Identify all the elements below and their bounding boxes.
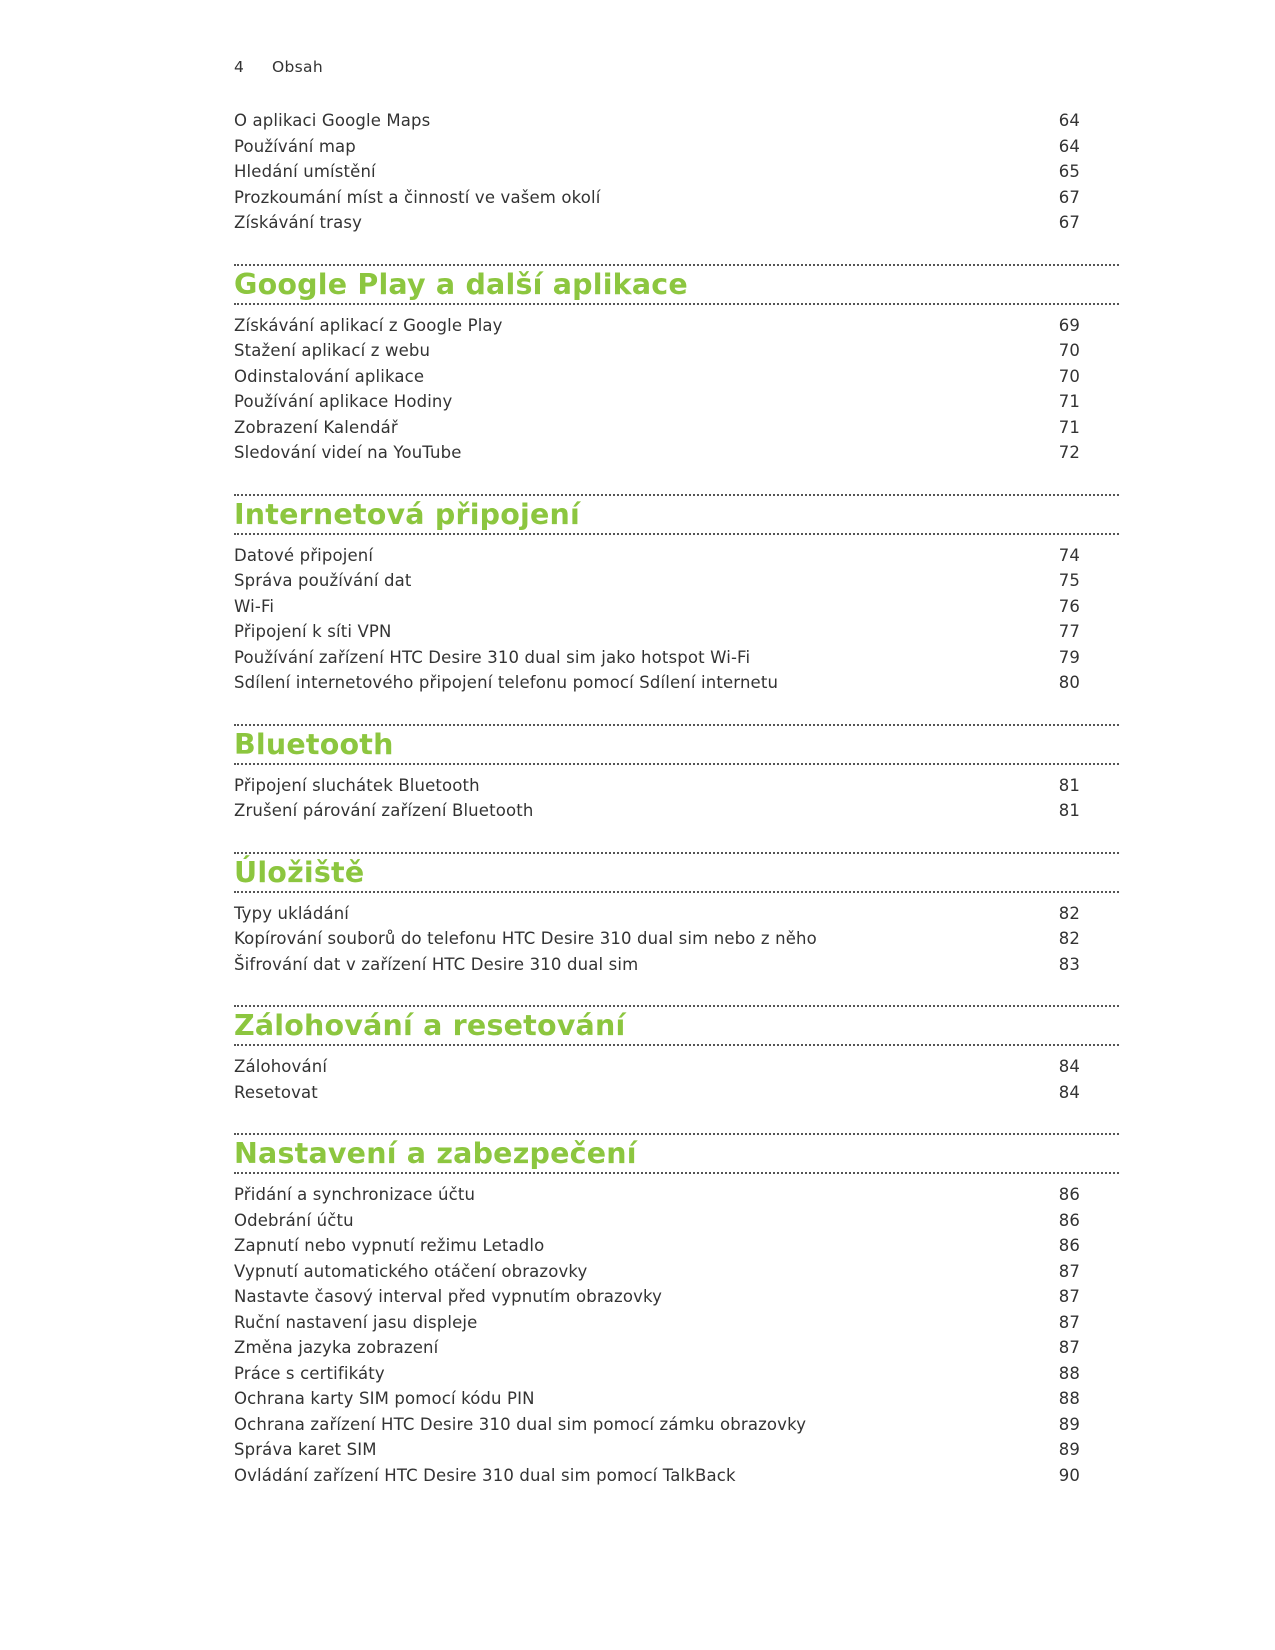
toc-entry-title: Zálohování bbox=[234, 1057, 328, 1076]
toc-entry-page: 90 bbox=[1058, 1465, 1080, 1485]
toc-entry-page: 84 bbox=[1058, 1082, 1080, 1102]
toc-entry-page: 72 bbox=[1058, 443, 1080, 462]
toc-entry-title: Wi-Fi bbox=[234, 596, 275, 616]
chapter-bluetooth bbox=[234, 724, 1119, 824]
chapter-title[interactable]: Úložiště bbox=[234, 855, 365, 889]
toc-entry-title: Odinstalování aplikace bbox=[234, 366, 425, 386]
chapter-divider bbox=[234, 1044, 1119, 1046]
chapter-divider bbox=[234, 724, 1119, 726]
toc-entry-page: 64 bbox=[1058, 111, 1080, 130]
toc-entry-title: Získávání aplikací z Google Play bbox=[234, 315, 503, 335]
toc-entry-page: 89 bbox=[1058, 1440, 1080, 1459]
toc-entry[interactable] bbox=[234, 415, 1119, 441]
toc-entry-title: Ochrana karty SIM pomocí kódu PIN bbox=[234, 1389, 535, 1408]
toc-entry-page: 89 bbox=[1058, 1414, 1080, 1434]
toc-entry[interactable] bbox=[234, 185, 1119, 211]
toc-entry[interactable] bbox=[234, 568, 1119, 594]
toc-entry-page: 87 bbox=[1058, 1287, 1080, 1306]
toc-entry-title: Připojení k síti VPN bbox=[234, 622, 392, 641]
toc-entry-page: 70 bbox=[1058, 341, 1080, 360]
toc-entry-page: 71 bbox=[1058, 392, 1080, 411]
chapter-divider bbox=[234, 494, 1119, 496]
toc-entry[interactable] bbox=[234, 1412, 1119, 1438]
toc-entry-title: Ovládání zařízení HTC Desire 310 dual sim pomocí TalkBack bbox=[234, 1465, 736, 1485]
toc-entry-title: Sledování videí na YouTube bbox=[234, 443, 462, 462]
toc-entry-title: Stažení aplikací z webu bbox=[234, 341, 431, 360]
toc-entry[interactable] bbox=[234, 1208, 1119, 1234]
toc-entry[interactable] bbox=[234, 1054, 1119, 1080]
toc-entry[interactable] bbox=[234, 594, 1119, 620]
chapter-title[interactable]: Google Play a další aplikace bbox=[234, 267, 688, 301]
toc-entry-title: Zrušení párování zařízení Bluetooth bbox=[234, 801, 534, 820]
chapter-divider bbox=[234, 1172, 1119, 1174]
toc-entry-page: 81 bbox=[1058, 801, 1080, 820]
toc-entry-page: 87 bbox=[1058, 1338, 1080, 1357]
toc-entry-title: Ochrana zařízení HTC Desire 310 dual sim pomocí zámku obrazovky bbox=[234, 1414, 807, 1434]
toc-entry-title: Změna jazyka zobrazení bbox=[234, 1338, 439, 1357]
toc-entry-page: 70 bbox=[1058, 366, 1080, 386]
table-of-contents bbox=[234, 108, 1119, 1488]
toc-entry[interactable] bbox=[234, 1284, 1119, 1310]
toc-entry-page: 86 bbox=[1058, 1210, 1080, 1230]
toc-entry[interactable] bbox=[234, 338, 1119, 364]
toc-entry[interactable] bbox=[234, 619, 1119, 645]
toc-entry-page: 81 bbox=[1058, 775, 1080, 795]
toc-entry[interactable] bbox=[234, 645, 1119, 671]
toc-entry-title: Datové připojení bbox=[234, 545, 374, 565]
chapter-title[interactable]: Internetová připojení bbox=[234, 497, 581, 531]
toc-entry-page: 86 bbox=[1058, 1236, 1080, 1255]
toc-entry-title: Práce s certifikáty bbox=[234, 1363, 385, 1383]
toc-entry-title: Zobrazení Kalendář bbox=[234, 417, 398, 437]
toc-entry-title: Kopírování souborů do telefonu HTC Desire 310 dual sim nebo z něho bbox=[234, 929, 817, 948]
toc-entry-title: Odebrání účtu bbox=[234, 1210, 354, 1230]
toc-entry-page: 79 bbox=[1058, 647, 1080, 667]
toc-entry[interactable] bbox=[234, 952, 1119, 978]
toc-entry-title: Šifrování dat v zařízení HTC Desire 310 dual sim bbox=[234, 954, 639, 974]
toc-entry-page: 83 bbox=[1058, 954, 1080, 974]
intro-entries bbox=[234, 108, 1119, 236]
toc-entry[interactable] bbox=[234, 1182, 1119, 1208]
toc-entry[interactable] bbox=[234, 1361, 1119, 1387]
chapter-title[interactable]: Nastavení a zabezpečení bbox=[234, 1137, 637, 1170]
toc-entry[interactable] bbox=[234, 1310, 1119, 1336]
toc-entry[interactable] bbox=[234, 440, 1119, 466]
toc-entry-title: Správa používání dat bbox=[234, 571, 412, 590]
toc-entry-title: Typy ukládání bbox=[234, 903, 350, 923]
toc-entry-page: 86 bbox=[1058, 1185, 1080, 1204]
toc-entry[interactable] bbox=[234, 670, 1119, 696]
toc-entry-title: Správa karet SIM bbox=[234, 1440, 377, 1459]
toc-entry-page: 88 bbox=[1058, 1389, 1080, 1408]
toc-entry-title: Resetovat bbox=[234, 1082, 318, 1102]
toc-entry-page: 84 bbox=[1058, 1057, 1080, 1076]
toc-entry-page: 82 bbox=[1058, 903, 1080, 923]
chapter-divider bbox=[234, 264, 1119, 266]
toc-entry-title: Získávání trasy bbox=[234, 213, 362, 232]
toc-entry[interactable] bbox=[234, 389, 1119, 415]
toc-entry-page: 87 bbox=[1058, 1261, 1080, 1281]
toc-entry-page: 67 bbox=[1058, 213, 1080, 232]
chapter-settings-security bbox=[234, 1133, 1119, 1488]
toc-entry-page: 74 bbox=[1058, 545, 1080, 565]
toc-entry[interactable] bbox=[234, 364, 1119, 390]
chapter-divider bbox=[234, 1005, 1119, 1007]
chapter-divider bbox=[234, 533, 1119, 535]
toc-entry-title: Hledání umístění bbox=[234, 162, 376, 181]
toc-entry-title: Sdílení internetového připojení telefonu pomocí Sdílení internetu bbox=[234, 673, 779, 692]
toc-entry[interactable] bbox=[234, 159, 1119, 185]
toc-entry[interactable] bbox=[234, 210, 1119, 236]
toc-entry-page: 87 bbox=[1058, 1312, 1080, 1332]
toc-entry[interactable] bbox=[234, 773, 1119, 799]
toc-entry-title: Používání map bbox=[234, 136, 356, 156]
toc-entry-page: 71 bbox=[1058, 417, 1080, 437]
chapter-divider bbox=[234, 1133, 1119, 1135]
toc-entry-title: Nastavte časový interval před vypnutím obrazovky bbox=[234, 1287, 663, 1306]
toc-entry[interactable] bbox=[234, 1080, 1119, 1106]
toc-entry[interactable] bbox=[234, 1437, 1119, 1463]
toc-entry[interactable] bbox=[234, 1259, 1119, 1285]
toc-entry-title: Používání aplikace Hodiny bbox=[234, 392, 453, 411]
toc-entry-title: O aplikaci Google Maps bbox=[234, 111, 431, 130]
toc-entry[interactable] bbox=[234, 313, 1119, 339]
toc-entry-title: Používání zařízení HTC Desire 310 dual sim jako hotspot Wi-Fi bbox=[234, 647, 751, 667]
toc-entry[interactable] bbox=[234, 108, 1119, 134]
toc-entry[interactable] bbox=[234, 1463, 1119, 1489]
chapter-divider bbox=[234, 891, 1119, 893]
toc-entry-title: Prozkoumání míst a činností ve vašem okolí bbox=[234, 187, 601, 207]
toc-entry-page: 82 bbox=[1058, 929, 1080, 948]
chapter-storage bbox=[234, 852, 1119, 978]
toc-entry[interactable] bbox=[234, 926, 1119, 952]
toc-entry-page: 88 bbox=[1058, 1363, 1080, 1383]
chapter-title[interactable]: Zálohování a resetování bbox=[234, 1009, 626, 1042]
toc-entry[interactable] bbox=[234, 798, 1119, 824]
toc-entry-title: Ruční nastavení jasu displeje bbox=[234, 1312, 478, 1332]
chapter-google-play bbox=[234, 264, 1119, 466]
chapter-title[interactable]: Bluetooth bbox=[234, 727, 394, 761]
page-header bbox=[234, 58, 323, 76]
toc-entry-page: 75 bbox=[1058, 571, 1080, 590]
toc-entry-title: Zapnutí nebo vypnutí režimu Letadlo bbox=[234, 1236, 545, 1255]
toc-entry[interactable] bbox=[234, 1335, 1119, 1361]
toc-entry-page: 80 bbox=[1058, 673, 1080, 692]
toc-entry-page: 65 bbox=[1058, 162, 1080, 181]
toc-entry-page: 67 bbox=[1058, 187, 1080, 207]
toc-entry-page: 69 bbox=[1058, 315, 1080, 335]
chapter-internet bbox=[234, 494, 1119, 696]
toc-entry[interactable] bbox=[234, 543, 1119, 569]
toc-entry[interactable] bbox=[234, 901, 1119, 927]
toc-entry[interactable] bbox=[234, 1233, 1119, 1259]
header-section-title: Obsah bbox=[272, 58, 323, 76]
toc-entry-title: Vypnutí automatického otáčení obrazovky bbox=[234, 1261, 588, 1281]
toc-entry-page: 76 bbox=[1058, 596, 1080, 616]
chapter-divider bbox=[234, 852, 1119, 854]
toc-entry[interactable] bbox=[234, 1386, 1119, 1412]
toc-entry[interactable] bbox=[234, 134, 1119, 160]
chapter-divider bbox=[234, 763, 1119, 765]
chapter-backup-reset bbox=[234, 1005, 1119, 1105]
toc-entry-title: Připojení sluchátek Bluetooth bbox=[234, 775, 480, 795]
header-page-number: 4 bbox=[234, 58, 245, 76]
chapter-divider bbox=[234, 303, 1119, 305]
toc-entry-page: 64 bbox=[1058, 136, 1080, 156]
toc-entry-title: Přidání a synchronizace účtu bbox=[234, 1185, 476, 1204]
toc-entry-page: 77 bbox=[1058, 622, 1080, 641]
